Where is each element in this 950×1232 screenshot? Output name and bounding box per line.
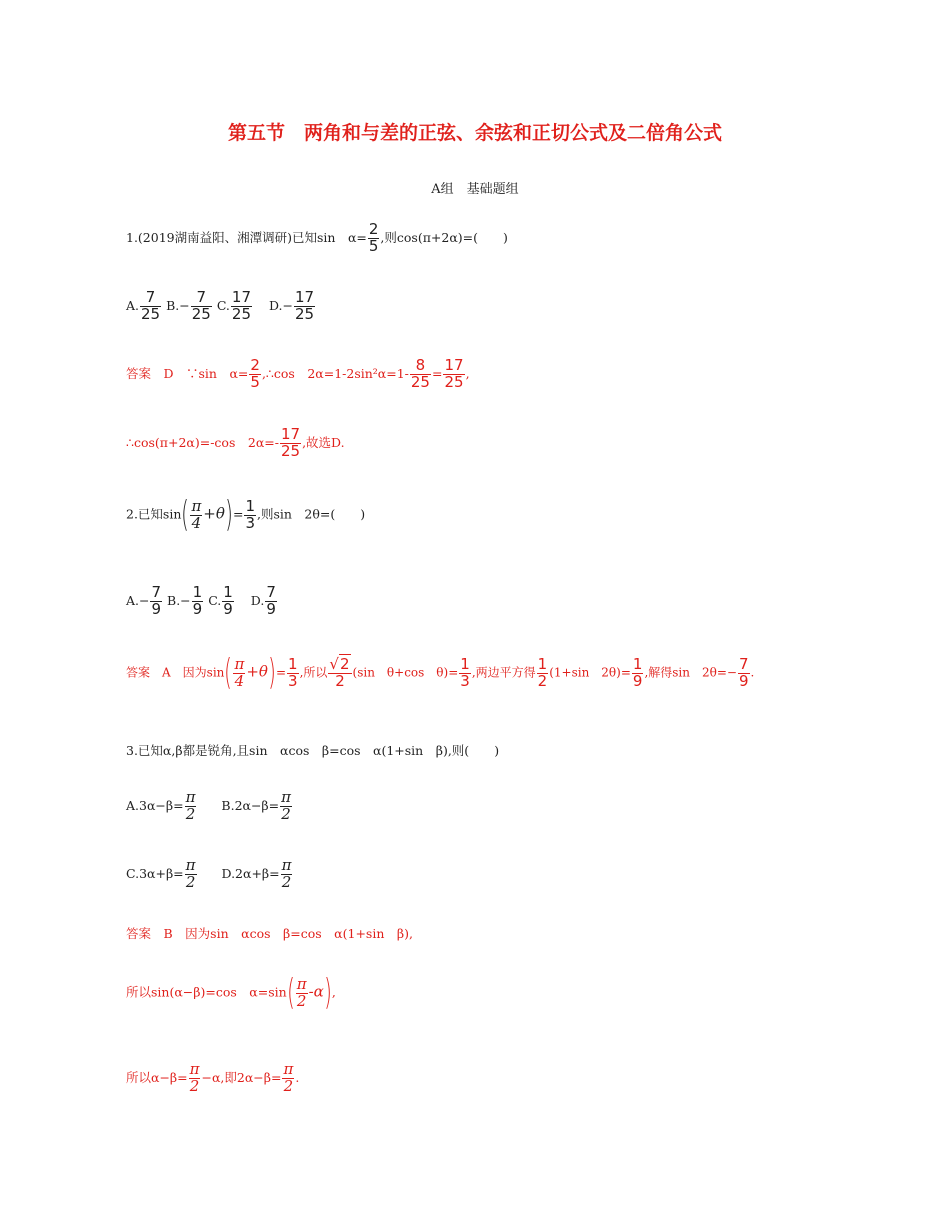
question-2-options [126,585,278,618]
question-1-options [126,290,316,323]
question-2-stem: 2.已知sin( $\frac{\pi}{4}$ +θ)= $\frac{1}{3}$ ,则sin 2θ=( ) [126,494,366,535]
option-d: D.− $\frac{17}{25}$ [268,288,315,323]
option-b: B.− $\frac{7}{25}$ [166,288,211,323]
answer-3-line-3: 所以α−β= $\frac{\pi}{2}$ −α,即2α−β= $\frac{\pi}{2}$ . [126,1060,300,1095]
question-3-options-cd [126,858,293,891]
option-d: D. $\frac{7}{9}$ [250,583,276,618]
group-heading: A组 基础题组 [431,182,519,197]
page-title: 第五节 两角和与差的正弦、余弦和正切公式及二倍角公式 [227,122,722,144]
option-c: C. $\frac{17}{25}$ [216,288,251,323]
option-c: C. $\frac{1}{9}$ [208,583,233,618]
question-3-stem: 3.已知α,β都是锐角,且sin αcos β=cos α(1+sin β),则( ) [126,743,500,758]
option-a: A.− $\frac{7}{9}$ [126,583,162,618]
answer-1-line-1: 答案 D ∵sin α= $\frac{2}{5}$ ,∴cos 2α=1-2sin²α=1- $\frac{8}{25}$ = $\frac{17}{25}$ , [126,356,470,391]
option-b: B.− $\frac{1}{9}$ [167,583,203,618]
option-a: A. $\frac{7}{25}$ [126,288,161,323]
question-3-options-ab [126,790,293,823]
option-b: B.2α−β= $\frac{\pi}{2}$ [221,788,291,823]
option-d: D.2α+β= $\frac{\pi}{2}$ [221,856,292,891]
answer-1-line-2: ∴cos(π+2α)=-cos 2α=- $\frac{17}{25}$ ,故选D. [126,425,345,460]
answer-3-line-1: 答案 B 因为sin αcos β=cos α(1+sin β), [126,926,413,941]
answer-3-line-2: 所以sin(α−β)=cos α=sin( $\frac{\pi}{2}$ -α), [126,972,336,1013]
option-c: C.3α+β= $\frac{\pi}{2}$ [126,856,196,891]
option-a: A.3α−β= $\frac{\pi}{2}$ [126,788,196,823]
answer-2: 答案 A 因为sin( $\frac{\pi}{4}$ +θ)= $\frac{1}{3}$ ,所以 $\frac{√2}{2}$ (sin θ+cos θ)= $\frac{1}{3}$ ,两边平方得 $\frac{1}{2}$ (1+sin 2θ)= $\frac{1}{9}$ ,解得sin 2θ=− $\frac{7}{9}$ . [126,652,755,693]
question-1-stem: 1.(2019湖南益阳、湘潭调研)已知sin α= $\frac{2}{5}$ ,则cos(π+2α)=( ) [126,220,508,255]
